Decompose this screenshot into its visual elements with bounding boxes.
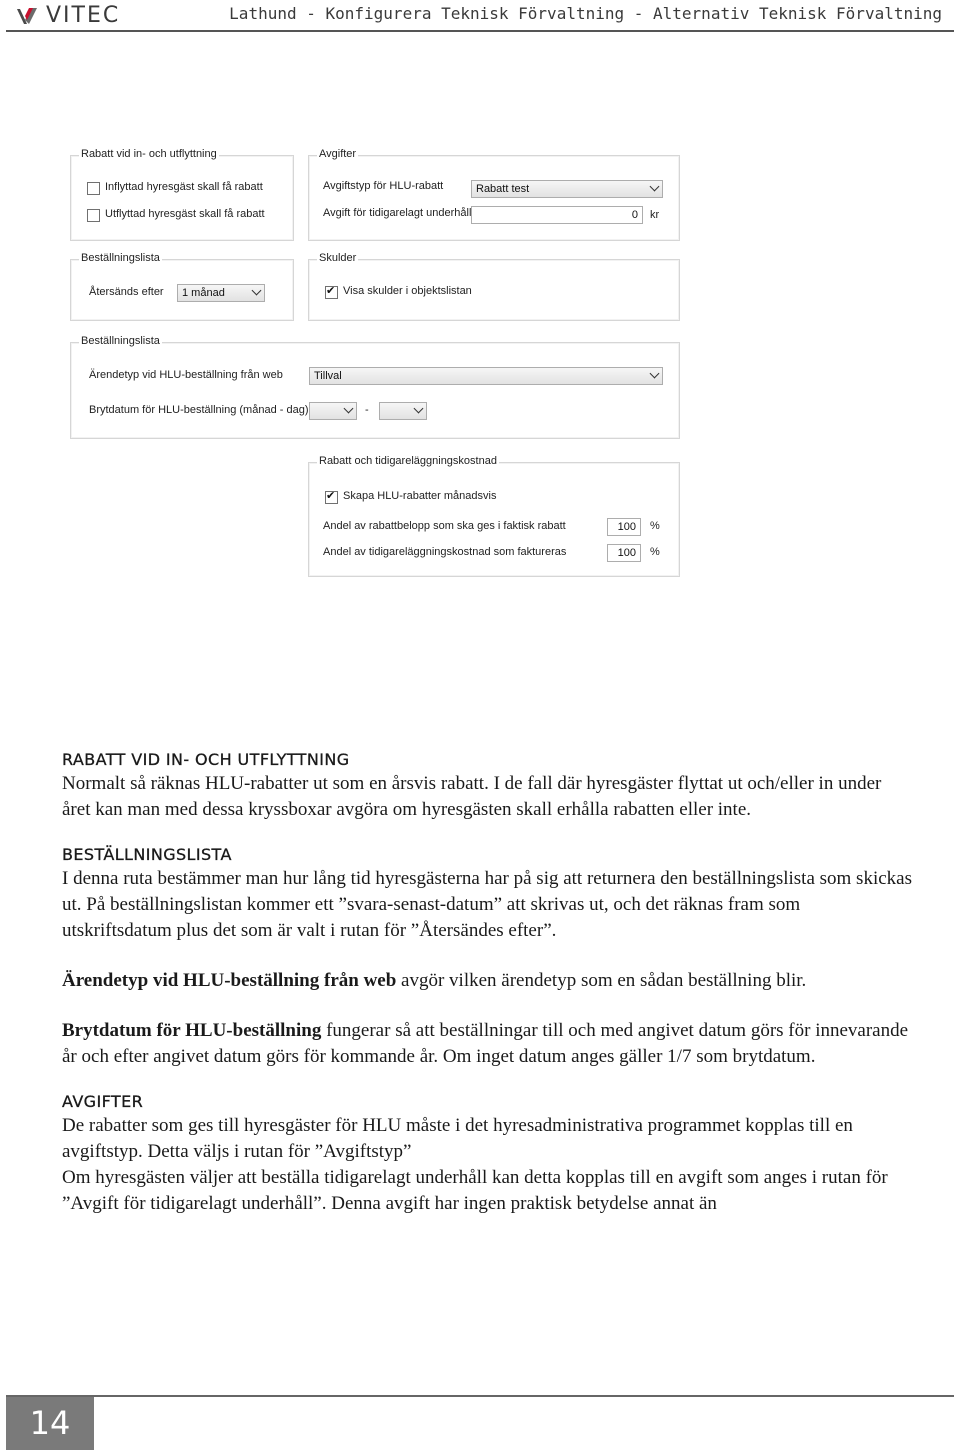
- percent-label: %: [650, 520, 660, 532]
- arendetyp-value: Tillval: [314, 370, 342, 382]
- avgiftstyp-value: Rabatt test: [476, 183, 530, 195]
- term-arendetyp: Ärendetyp vid HLU-beställning från web: [62, 970, 397, 991]
- group-legend: Skulder: [319, 252, 357, 264]
- section-text-bestallningslista: I denna ruta bestämmer man hur lång tid hyresgästerna har på sig att returnera den beställningslista som skickas ut. På beställningslistan kommer ett ”svara-senast-datum” att skrivas ut, och det räknas fram som utskriftsdatum plus det som är valt i rutan för ”Återsändes efter”.: [62, 868, 912, 941]
- document-title: Lathund - Konfigurera Teknisk Förvaltning - Alternativ Teknisk Förvaltning: [229, 4, 942, 23]
- section-heading-bestallningslista: BESTÄLLNINGSLISTA: [62, 845, 232, 864]
- document-body: [62, 750, 912, 1217]
- chevron-down-icon: [344, 404, 354, 414]
- inflyttad-checkbox[interactable]: [87, 182, 100, 195]
- section-heading-rabatt: RABATT VID IN- OCH UTFLYTTNING: [62, 750, 350, 769]
- group-legend: Beställningslista: [81, 335, 160, 347]
- atersands-value: 1 månad: [182, 287, 225, 299]
- brytdatum-label: Brytdatum för HLU-beställning (månad - dag): [89, 404, 309, 416]
- group-legend: Rabatt och tidigareläggningskostnad: [319, 455, 497, 467]
- group-legend: Avgifter: [319, 148, 357, 160]
- chevron-down-icon: [252, 286, 262, 296]
- group-rabatt-flyttning: [70, 148, 294, 241]
- avgift-unit: kr: [650, 209, 660, 221]
- utflyttad-checkbox[interactable]: [87, 209, 100, 222]
- brytdatum-day-select[interactable]: [379, 402, 427, 420]
- section-text-avgifter-2: Om hyresgästen väljer att beställa tidigarelagt underhåll kan detta kopplas till en avgift som anges i rutan för ”Avgift för tidigarelagt underhåll”. Denna avgift har ingen praktisk betydelse annat än: [62, 1167, 888, 1214]
- term-brytdatum: Brytdatum för HLU-beställning: [62, 1020, 322, 1041]
- chevron-down-icon: [414, 404, 424, 414]
- chevron-down-icon: [650, 182, 660, 192]
- group-legend: Rabatt vid in- och utflyttning: [81, 148, 217, 160]
- utflyttad-label: Utflyttad hyresgäst skall få rabatt: [105, 208, 265, 220]
- avgift-input[interactable]: 0: [471, 206, 643, 224]
- paragraph-brytdatum-text: fungerar så att beställningar till och med angivet datum görs för innevarande år och efter angivet datum görs för kommande år. Om inget datum anges gäller 1/7 som brytdatum.: [62, 1020, 909, 1067]
- avgift-label: Avgift för tidigarelagt underhåll: [323, 207, 472, 219]
- visa-skulder-checkbox[interactable]: [325, 286, 338, 299]
- atersands-label: Återsänds efter: [89, 286, 164, 298]
- section-heading-avgifter: AVGIFTER: [62, 1092, 144, 1111]
- group-bestallningslista-web: [70, 335, 680, 439]
- andel-kostnad-input[interactable]: 100: [607, 544, 641, 562]
- chevron-down-icon: [650, 369, 660, 379]
- andel-rabatt-input[interactable]: 100: [607, 518, 641, 536]
- page-header: [0, 0, 960, 32]
- group-skulder: [308, 252, 680, 321]
- vitec-logo: [16, 3, 120, 28]
- arendetyp-select[interactable]: [309, 367, 663, 385]
- arendetyp-label: Ärendetyp vid HLU-beställning från web: [89, 369, 283, 381]
- group-bestallningslista-atersands: [70, 252, 294, 321]
- page-number-box: [6, 1397, 94, 1450]
- skapa-rabatter-label: Skapa HLU-rabatter månadsvis: [343, 490, 497, 502]
- header-divider: [6, 30, 954, 32]
- group-avgifter: [308, 148, 680, 241]
- section-text-avgifter-1: De rabatter som ges till hyresgäster för HLU måste i det hyresadministrativa programmet kopplas till en avgiftstyp. Detta väljs i rutan för ”Avgiftstyp”: [62, 1115, 853, 1162]
- andel-rabatt-label: Andel av rabattbelopp som ska ges i faktisk rabatt: [323, 520, 566, 532]
- avgiftstyp-select[interactable]: [471, 180, 663, 198]
- percent-label: %: [650, 546, 660, 558]
- group-legend: Beställningslista: [81, 252, 160, 264]
- group-rabatt-kostnad: [308, 455, 680, 577]
- brytdatum-month-select[interactable]: [309, 402, 357, 420]
- avgiftstyp-label: Avgiftstyp för HLU-rabatt: [323, 180, 444, 192]
- visa-skulder-label: Visa skulder i objektslistan: [343, 285, 472, 297]
- page-number: 14: [29, 1404, 71, 1442]
- footer-divider: [6, 1395, 954, 1397]
- section-text-rabatt: Normalt så räknas HLU-rabatter ut som en årsvis rabatt. I de fall där hyresgäster flyttat ut och/eller in under året kan man med dessa kryssboxar avgöra om hyresgästen skall erhålla rabatten eller inte.: [62, 773, 882, 820]
- paragraph-arendetyp: [62, 968, 912, 994]
- brytdatum-separator: -: [365, 404, 369, 416]
- andel-kostnad-label: Andel av tidigareläggningskostnad som faktureras: [323, 546, 567, 558]
- inflyttad-label: Inflyttad hyresgäst skall få rabatt: [105, 181, 263, 193]
- paragraph-arendetyp-text: avgör vilken ärendetyp som en sådan beställning blir.: [396, 970, 807, 991]
- atersands-select[interactable]: [177, 284, 265, 302]
- vitec-logo-icon: [16, 6, 38, 26]
- paragraph-brytdatum: [62, 1018, 912, 1070]
- skapa-rabatter-checkbox[interactable]: [325, 491, 338, 504]
- logo-text: VITEC: [46, 3, 121, 28]
